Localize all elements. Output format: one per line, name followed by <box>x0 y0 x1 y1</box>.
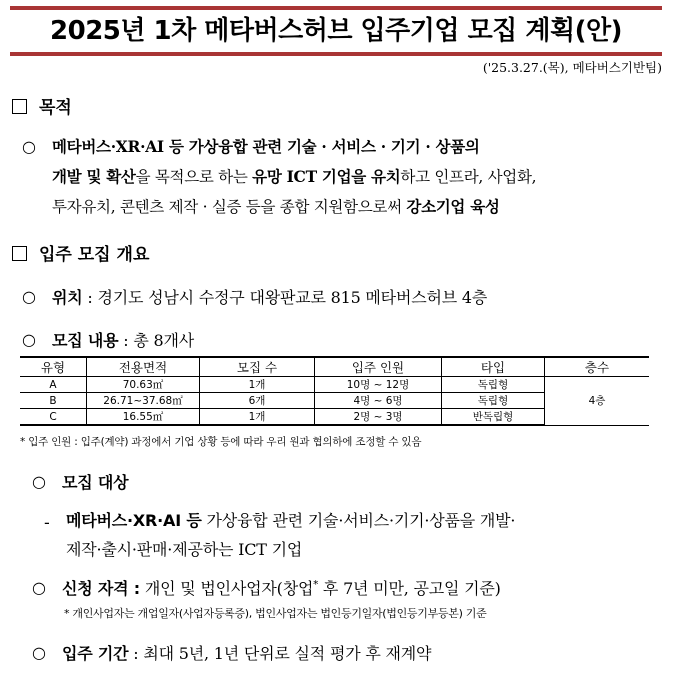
dash-bullet-icon: - <box>44 513 50 532</box>
target-line-2: 제작·출시·판매·제공하는 ICT 기업 <box>66 540 303 559</box>
cell-people: 10명 ~ 12명 <box>315 377 442 393</box>
circle-bullet-icon: ○ <box>22 287 36 306</box>
location-line: 위치 : 경기도 성남시 수정구 대왕판교로 815 메타버스허브 4층 <box>52 288 488 307</box>
cell-count: 6개 <box>200 393 315 409</box>
cell-count: 1개 <box>200 409 315 426</box>
cell-people: 4명 ~ 6명 <box>315 393 442 409</box>
section-heading-purpose: 목적 <box>12 93 72 118</box>
period-line: 입주 기간 : 최대 5년, 1년 단위로 실적 평가 후 재계약 <box>62 644 432 663</box>
qualification-line: 신청 자격 : 개인 및 법인사업자(창업* 후 7년 미만, 공고일 기준) <box>62 579 501 598</box>
cell-kind: 독립형 <box>442 393 545 409</box>
header-area: 전용면적 <box>87 357 200 377</box>
table-row <box>20 377 649 393</box>
purpose-line-3: 투자유치, 콘텐츠 제작 · 실증 등을 종합 지원함으로써 강소기업 육성 <box>52 197 500 216</box>
header-count: 모집 수 <box>200 357 315 377</box>
recruit-table <box>20 356 649 426</box>
table-footnote: * 입주 인원 : 입주(계약) 과정에서 기업 상황 등에 따라 우리 원과 협의하에 조정할 수 있음 <box>20 436 422 448</box>
circle-bullet-icon: ○ <box>32 578 46 597</box>
target-line-1: 메타버스·XR·AI 등 가상융합 관련 기술·서비스·기기·상품을 개발· <box>66 511 516 530</box>
circle-bullet-icon: ○ <box>22 137 36 156</box>
cell-type: C <box>20 409 87 426</box>
header-type: 유형 <box>20 357 87 377</box>
content-line: 모집 내용 : 총 8개사 <box>52 331 195 350</box>
cell-type: B <box>20 393 87 409</box>
checkbox-square-icon <box>12 246 27 261</box>
cell-kind: 반독립형 <box>442 409 545 426</box>
cell-type: A <box>20 377 87 393</box>
cell-area: 70.63㎡ <box>87 377 200 393</box>
purpose-line-1: 메타버스·XR·AI 등 가상융합 관련 기술 · 서비스 · 기기 · 상품의 <box>52 137 480 156</box>
target-heading: 모집 대상 <box>62 473 129 492</box>
circle-bullet-icon: ○ <box>22 330 36 349</box>
purpose-line-2: 개발 및 확산을 목적으로 하는 유망 ICT 기업을 유치하고 인프라, 사업화, <box>52 167 537 186</box>
dateline: ('25.3.27.(목), 메타버스기반팀) <box>482 60 662 75</box>
cell-area: 26.71~37.68㎡ <box>87 393 200 409</box>
title-bottom-rule <box>10 52 662 56</box>
header-floor: 층수 <box>545 357 650 377</box>
title-top-rule <box>10 6 662 10</box>
circle-bullet-icon: ○ <box>32 472 46 491</box>
header-people: 입주 인원 <box>315 357 442 377</box>
cell-area: 16.55㎡ <box>87 409 200 426</box>
title-block <box>10 6 662 56</box>
cell-people: 2명 ~ 3명 <box>315 409 442 426</box>
header-kind: 타입 <box>442 357 545 377</box>
circle-bullet-icon: ○ <box>32 643 46 662</box>
purpose-paragraph <box>52 132 652 222</box>
cell-kind: 독립형 <box>442 377 545 393</box>
cell-count: 1개 <box>200 377 315 393</box>
page-title: 2025년 1차 메타버스허브 입주기업 모집 계획(안) <box>50 16 622 46</box>
qualification-note: * 개인사업자는 개업일자(사업자등록증), 법인사업자는 법인등기일자(법인등기부등본) 기준 <box>64 607 487 620</box>
section-heading-overview: 입주 모집 개요 <box>12 240 149 265</box>
table-header-row <box>20 357 649 377</box>
checkbox-square-icon <box>12 99 27 114</box>
cell-floor: 4층 <box>545 377 650 426</box>
